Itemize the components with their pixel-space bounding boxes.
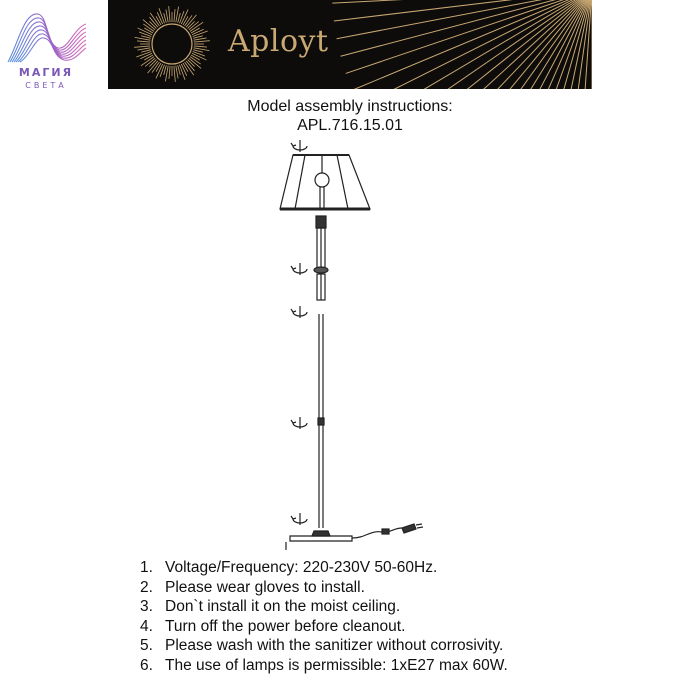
model-number: APL.716.15.01 [297,117,403,134]
instruction-item: 6. The use of lamps is permissible: 1xE27 max 60W. [140,656,508,674]
rotate-arrow-icon [291,417,307,429]
logo-line-2: СВЕТА [25,81,67,90]
rotate-arrow-icon [291,513,307,525]
floor-lamp-drawing [270,136,450,554]
instruction-list [140,558,508,676]
rotate-arrow-icon [291,263,307,275]
logo-line-1: МАГИЯ [18,66,74,79]
instruction-item: 3. Don`t install it on the moist ceiling. [140,598,401,616]
instruction-item: 4. Turn off the power before cleanout. [140,617,406,635]
brand-logo [0,0,96,96]
rotate-arrow-icon [291,306,307,318]
instruction-item: 2. Please wear gloves to install. [140,578,365,596]
brand-banner [108,0,592,89]
sunburst-decoration-icon [108,0,592,89]
instruction-item: 5. Please wash with the sanitizer without corrosivity. [140,637,504,655]
rotate-arrow-icon [291,140,307,152]
wave-logo-icon [6,4,90,66]
instruction-item: 1. Voltage/Frequency: 220-230V 50-60Hz. [140,559,438,576]
page-title: Model assembly instructions: [247,98,453,115]
brand-name: Aployt [228,24,329,59]
lampshade [280,155,370,209]
light-bulb-icon [315,173,329,187]
